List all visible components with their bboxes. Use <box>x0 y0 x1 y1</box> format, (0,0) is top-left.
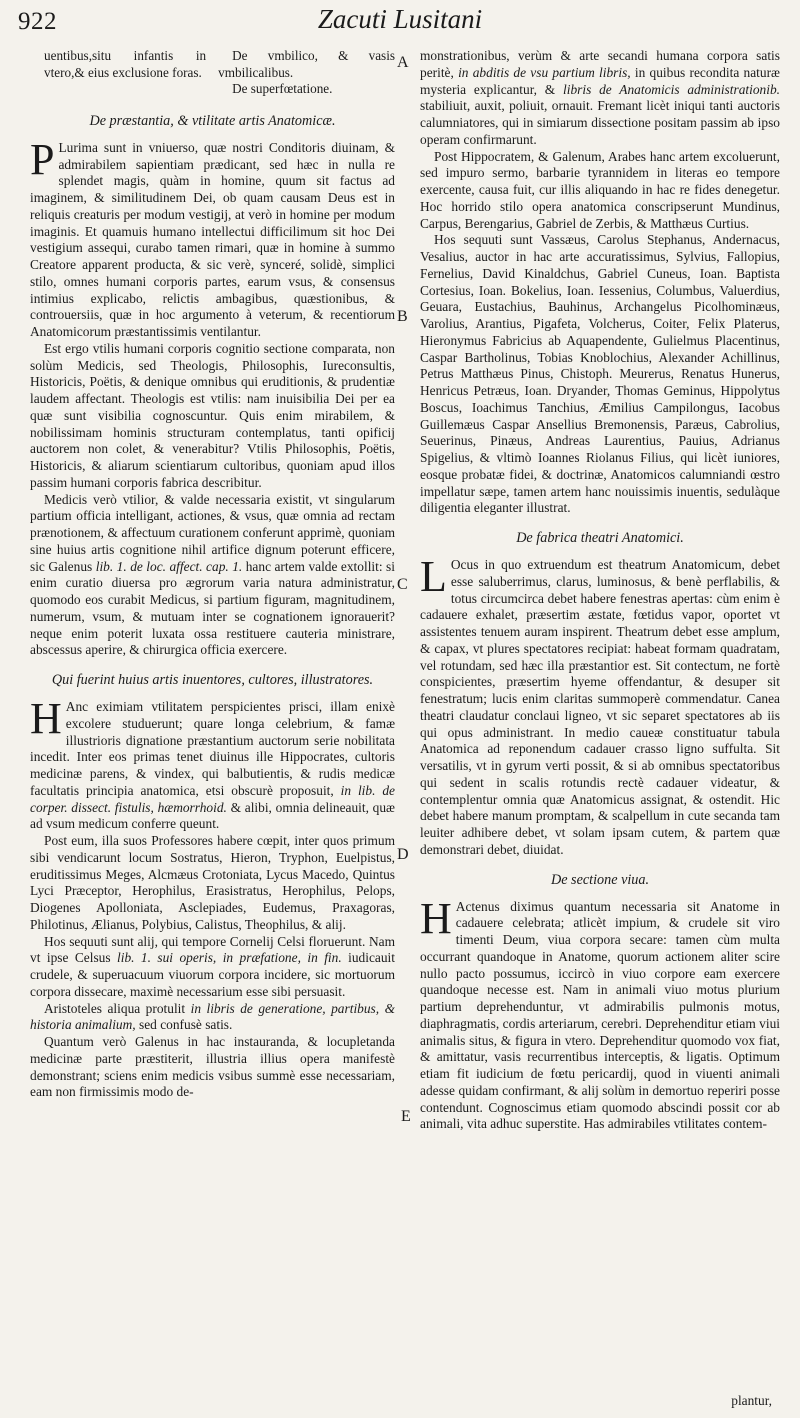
page-number: 922 <box>18 8 57 35</box>
section-heading-inuentores: Qui fuerint huius artis inuentores, cultores, illustratores. <box>51 672 374 689</box>
margin-letter-b: B <box>397 308 408 325</box>
section-heading-theatrum: De fabrica theatri Anatomici. <box>516 530 684 546</box>
section-heading-sectio-viua: De sectione viua. <box>550 871 650 888</box>
citation: libris de Anatomicis administrationib. <box>563 81 780 97</box>
running-head: Zacuti Lusitani <box>317 4 483 34</box>
paragraph: Aristoteles aliqua protulit in libris de generatione, partibus, & historia animalium, sed confusè satis. <box>30 1000 395 1033</box>
right-column <box>420 48 780 1133</box>
citation: in lib. de corper. dissect. fistulis, hæmorrhoid. <box>30 782 395 815</box>
citation: in abditis de vsu partium libris, <box>458 64 631 80</box>
margin-letter-c: C <box>397 576 408 593</box>
contents-entry-superfoetatio: De superfœtatione. <box>232 81 333 97</box>
paragraph: Hos sequuti sunt Vassæus, Carolus Stephanus, Andernacus, Vesalius, auctor in hac arte accuratissimus, Sylvius, Fallopius, Fernelius, David Kinaldchus, Gabriel Cuneus, Ioan. Baptista Cortesius, Ioan. Bokelius, Ioan. Iessenius, Columbus, Valuerdius, Geuara, Eustachius, Bauhinus, Archangelus Picolhominæus, Varolius, Arantius, Pigafeta, Volcherus, Coiter, Felix Platerus, Hieronymus Fabricius ab Aquapendente, Gulielmus Placentinus, Caspar Bartholinus, Tobias Knoblochius, Alexander Achillinus, Petrus Matthæus Pinus, Chistoph. Meurerus, Renatus Hunerus, Henricus Petræus, Ioan. Dryander, Thomas Geminus, Hippolytus Boscus, Ioachimus Tanchius, Æmilius Campilongus, Iacobus Guillemæus Caspar Ansellius Bremonensis, Paræus, Cabrolius, Seuerinus, Pinæus, Andreas Laurentius, Pauius, Adrianus Spigelius, & vltimò Ioannes Riolanus Filius, qui licèt iuniores, eosque probatæ fidei, & doctrinæ, Anatomicos calumniandi œstro impellatur sæpe, tamen artem hanc nouissimis inuentis, sedulàque diligentia eleganter illustrat. <box>420 232 780 516</box>
citation: in libris de generatione, partibus, & historia animalium, <box>30 1000 395 1033</box>
citation: lib. 1. sui operis, in præfatione, in fin. <box>117 950 342 966</box>
left-column <box>30 48 395 1101</box>
margin-letter-a: A <box>397 54 409 71</box>
section-heading-praestantia: De præstantia, & vtilitate artis Anatomicæ. <box>89 112 336 129</box>
paragraph: Hos sequuti sunt alij, qui tempore Cornelij Celsi floruerunt. Nam vt ipse Celsus lib. 1. sui operis, in præfatione, in fin. iudicauit crudele, & superuacuum viuorum corpora incidere, sic mortuorum corpora dissecare, maximè necessarium esse sibi persuasit. <box>30 933 395 999</box>
contents-entry-umbilicus: De vmbilico, & vasis vmbilicalibus. <box>218 48 395 80</box>
margin-letter-e: E <box>401 1108 411 1125</box>
drop-cap: H <box>30 694 62 744</box>
paragraph: P Lurima sunt in vniuerso, quæ nostri Conditoris diuinam, & admirabilem sapientiam prædicant, sed hæc in nulla re splendet magis, quàm in homine, quum sit factus ad imaginem, & similitudinem Dei, ob quam causam Deus est in reliquis creaturis per modum vestigij, at verò in homine per modum imaginis. Et quamuis humano intellectui difficilimum sit hoc Dei vestigium assequi, curabo tamen rimari, quæ in homine à summo Creatore apparent producta, & sic verè, synceré, solidè, simplici stilo, omnes humani corporis partes, earum vsus, & consensus intimius explicabo, relictis ambagibus, quæstionibus, & controuersiis, quæ in hoc argumento à veterum, & recentiorum Anatomicorum præstantissimis ventilantur. <box>30 134 395 340</box>
drop-cap: L <box>420 552 447 601</box>
paragraph: Est ergo vtilis humani corporis cognitio sectione comparata, non solùm Medicis, sed Theologis, Philosophis, Iureconsultis, Historicis, Poëtis, & denique omnibus qui eruditionis, & prudentiæ laudem affectant. Theologis est vtilis: nam inuisibilia Dei per ea quæ sunt visibilia cognoscuntur. Quis enim mirabilem, & nobilissimam hominis structuram contemplatus, tanti opificij auctorem non colet, & venerabitur? Vtilis Philosophis, Poëtis, Historicis, & aliarum scientiarum cultoribus, quoniam apud illos passim humani corporis fabrica describitur. <box>30 340 395 490</box>
paragraph: H Actenus diximus quantum necessaria sit Anatome in cadauere celebrata; atlicèt impium, & crudele sit viro timenti Deum, viua corpora secare: tamen cùm multa occurrant quandoque in Anatome, quorum actionem aliter scire nullo pacto possumus, iccircò in viuo corpore eam exercere quandoque necesse est. Nam in animali viuo motus plurium partium deprehenduntur, vt admirabilis pulmonis motus, diaphragmatis, cordis arteriarum, cerebri. Deprehenditur etiam viui animalis situs, & figura in vtero. Deprehenditur quomodo vox fiat, & amittatur, vasis recurrentibus interceptis, & ligatis. Optimum etiam fit iudicium de fœtu pericardij, quod in viuenti animali adesse quidam confirmant, & alij solùm in demortuo reperiri posse contendunt. Cognoscimus etiam quomodo abscindi possit cor ab animali, vita adhuc superstite. Has admirabiles vtilitates contem- <box>420 893 780 1132</box>
paragraph: Post Hippocratem, & Galenum, Arabes hanc artem excoluerunt, sed impuro sermo, barbarie tyrannidem in literas eo tempore exercente, causa fuit, cur illis aliquando in hac re fides denegetur. Hoc horrido stilo opera anatomica conscripserunt Mundinus, Carpus, Berengarius, Gabriel de Zerbis, & Matthæus Curtius. <box>420 148 780 231</box>
paragraph: Medicis verò vtilior, & valde necessaria existit, vt singularum partium officia intelligant, actiones, & vsus, quæ omnia ad rectam prænotionem, & affectuum curationem conferunt apprimè, quoniam sine huius artis cognitione nihil artifice dignum poterunt efficere, sic Galenus lib. 1. de loc. affect. cap. 1. hanc artem valde extollit: si enim curatio diuersa pro ægrorum varia natura administratur, quomodo eos curabit Medicus, si partium figuram, magnitudinem, numerum, vsum, & mutuam inter se cognationem ignorauerit? neque enim poterit luxata ossa restituere cauteria ministrare, abscessus aperire, & chirurgica officia exercere. <box>30 491 395 658</box>
paragraph: H Anc eximiam vtilitatem perspicientes prisci, illam enixè excolere studuerunt; quare longa celebrium, & famæ illustrioris dignatione præstantium auctorum serie nobilitata incedit. Inter eos primas tenet diuinus ille Hippocrates, cultoris medicinæ parens, & vindex, qui balbutientis, & rudis medicæ facultatis principia anatomica, etsi obscurè proposuit, in lib. de corper. dissect. fistulis, hæmorrhoid. & alibi, omnia delineauit, quæ ad vsum medicum conferre queunt. <box>30 694 395 832</box>
margin-letter-d: D <box>397 846 409 863</box>
catchword: plantur, <box>731 1393 772 1408</box>
paragraph: monstrationibus, verùm & arte secandi humana corpora satis peritè, in abditis de vsu partium libris, in quibus recondita naturæ mysteria explicantur, & libris de Anatomicis administrationib. stabiliuit, auxit, poliuit, ornauit. Fremant licèt iniqui tanti auctoris calumniatores, qui in simiarum dissectione positam passim ab ipso operam confirmarunt. <box>420 48 780 147</box>
drop-cap: H <box>420 893 452 943</box>
paragraph: L Ocus in quo extruendum est theatrum Anatomicum, debet esse saluberrimus, clarus, luminosus, & benè perflabilis, & totus circumcirca debet habere fenestras apertas: cùm enim è cadauere exhalet, præsertim æstate, fœtidus vapor, oportet vt assistentes tenuem auram inspirent. Theatrum debet esse amplum, & capax, vt plures spectatores recipiat: habeat formam quadratam, vel rotundam, sed hæc illa præstantior est. Sit contectum, ne fortè conspicientes, præsertim hyeme offendantur, & desuper sit fenestratum; lucis enim claritas summoperè commendatur. Canea theatri claudatur conclaui ligneo, vt sic separet spectatores ab iis qui opus administrant. In medio caueæ constituatur tabula Anatomica ad reponendum cadauer crasso ligno suffulta. Sit versatilis, vt in gyrum verti possit, & si ab omnibus spectatoribus qui sedent in scalis rotundis rectè cadauer videatur, & contemplentur omnia quæ Anatomicus assignat, & ostendit. Hic debet habere manum promptam, & scalpellum in cute secanda tam leuiter adhibere debet, vt solam ipsam cutem, & partem quæ demonstrari debet, diuidat. <box>420 552 780 857</box>
paragraph: Quantum verò Galenus in hac instauranda, & locupletanda medicinæ parte præstiterit, illustria illius opera manifestè demonstrant; sciens enim medicis vsibus summè esse necessariam, eam non firmissimis modo de- <box>30 1034 395 1100</box>
citation: lib. 1. de loc. affect. cap. 1. <box>95 558 243 574</box>
contents-list <box>30 48 395 98</box>
contents-entry-situs: uentibus,situ infantis in vtero,& eius exclusione foras. <box>44 48 207 80</box>
page-header <box>0 0 800 50</box>
drop-cap: P <box>30 134 55 184</box>
paragraph: Post eum, illa suos Professores habere cœpit, inter quos primum sibi vendicarunt locum Sostratus, Hieron, Tryphon, Euelpistus, eruditissimus Meges, Alcmæus Crotoniata, Lycus Macedo, Quintus Lyci Præceptor, Herophilus, Erasistratus, Herophilus, Pelops, Diogenes Apolloniata, Asclepiades, Eudemus, Praxagoras, Philotinus, Ælianus, Polybius, Calistus, Theophilus, & alij. <box>30 833 395 932</box>
